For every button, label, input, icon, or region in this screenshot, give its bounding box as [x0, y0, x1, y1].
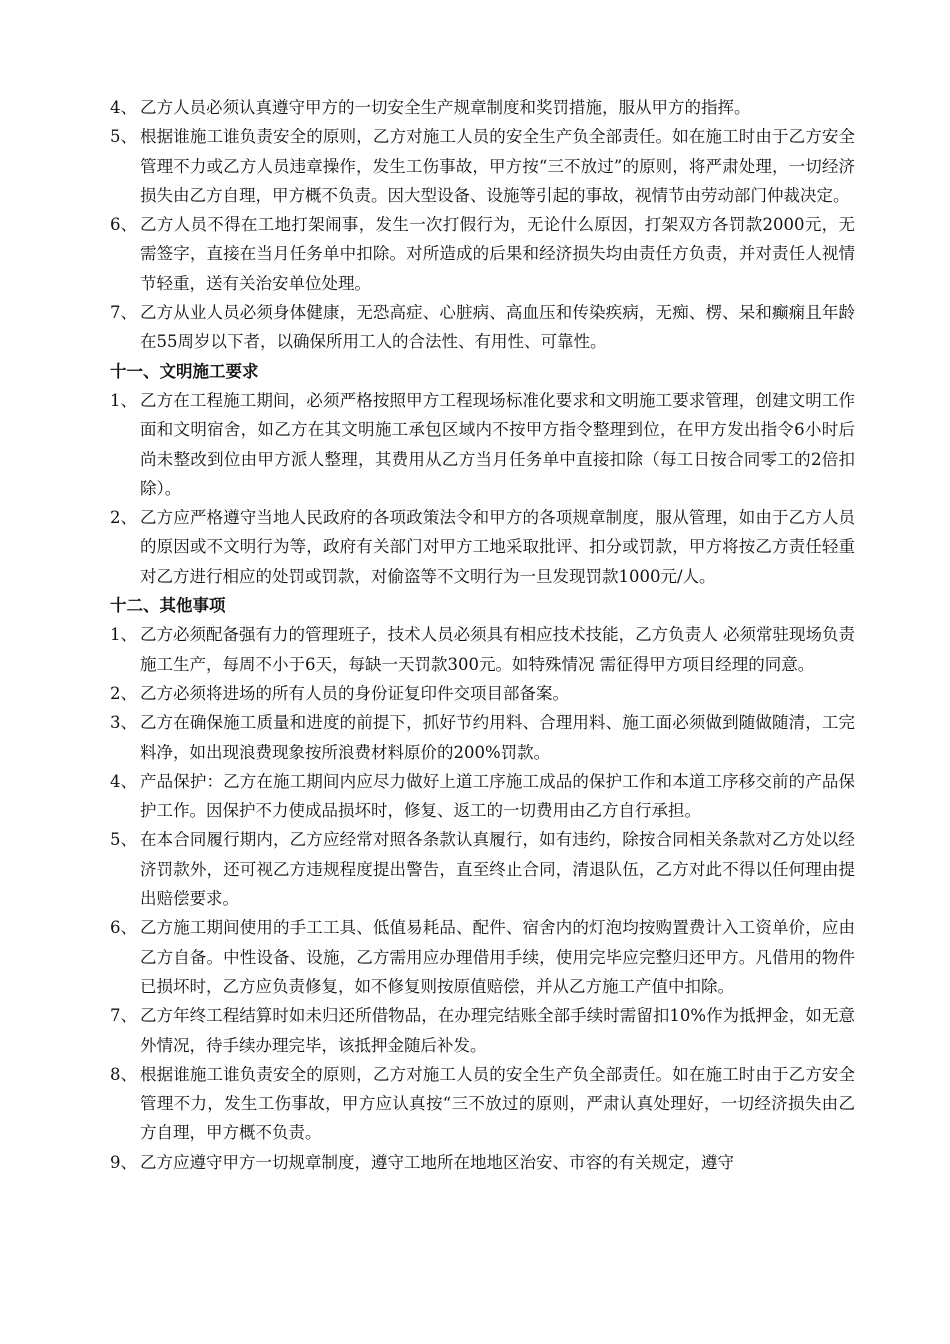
list-item	[110, 93, 855, 122]
list-item	[110, 679, 855, 708]
item-text: 在本合同履行期内，乙方应经常对照各条款认真履行，如有违约，除按合同相关条款对乙方处以经济罚款外，还可视乙方违规程度提出警告，直至终止合同，清退队伍，乙方对此不得以任何理由提出赔偿要求。	[140, 830, 855, 909]
item-number: 4、	[110, 771, 137, 791]
list-item	[110, 298, 855, 357]
list-item	[110, 1060, 855, 1148]
item-number: 7、	[110, 1006, 137, 1026]
item-number: 8、	[110, 1064, 137, 1084]
list-item	[110, 1148, 855, 1177]
list-item	[110, 503, 855, 591]
item-text: 乙方必须将进场的所有人员的身份证复印件交项目部备案。	[140, 683, 569, 703]
item-number: 5、	[110, 127, 137, 147]
document-page	[110, 93, 855, 1177]
item-number: 1、	[110, 390, 137, 410]
section-heading: 十二、其他事项	[110, 596, 226, 616]
item-number: 6、	[110, 918, 137, 938]
list-item	[110, 386, 855, 503]
item-text: 乙方在工程施工期间，必须严格按照甲方工程现场标准化要求和文明施工要求管理，创建文明工作面和文明宿舍，如乙方在其文明施工承包区域内不按甲方指令整理到位，在甲方发出指令6小时后尚未整改到位由甲方派人整理，其费用从乙方当月任务单中直接扣除（每工日按合同零工的2倍扣除）。	[140, 390, 855, 498]
item-number: 7、	[110, 303, 137, 323]
list-item	[110, 825, 855, 913]
item-text: 乙方从业人员必须身体健康，无恐高症、心脏病、高血压和传染疾病，无痴、楞、呆和癫痫且年龄在55周岁以下者，以确保所用工人的合法性、有用性、可靠性。	[140, 303, 855, 352]
item-text: 乙方应严格遵守当地人民政府的各项政策法令和甲方的各项规章制度，服从管理，如由于乙方人员的原因或不文明行为等，政府有关部门对甲方工地采取批评、扣分或罚款，甲方将按乙方责任轻重对乙方进行相应的处罚或罚款，对偷盗等不文明行为一旦发现罚款1000元/人。	[140, 508, 855, 586]
item-text: 乙方在确保施工质量和进度的前提下，抓好节约用料、合理用料、施工面必须做到随做随清，工完料净，如出现浪费现象按所浪费材料原价的200%罚款。	[140, 713, 855, 762]
list-item	[110, 913, 855, 1001]
list-item	[110, 767, 855, 826]
list-item	[110, 1001, 855, 1060]
item-number: 4、	[110, 98, 137, 117]
item-number: 6、	[110, 215, 137, 235]
item-text: 乙方人员必须认真遵守甲方的一切安全生产规章制度和奖罚措施，服从甲方的指挥。	[140, 98, 751, 117]
item-number: 1、	[110, 625, 137, 645]
item-text: 根据谁施工谁负责安全的原则，乙方对施工人员的安全生产负全部责任。如在施工时由于乙方安全管理不力，发生工伤事故，甲方应认真按“三不放过的原则，严肃认真处理好，一切经济损失由乙方自理，甲方概不负责。	[140, 1064, 855, 1143]
item-text: 根据谁施工谁负责安全的原则，乙方对施工人员的安全生产负全部责任。如在施工时由于乙方安全管理不力或乙方人员违章操作，发生工伤事故，甲方按“三不放过”的原则，将严肃处理，一切经济损失由乙方自理，甲方概不负责。因大型设备、设施等引起的事故，视情节由劳动部门仲裁决定。	[140, 127, 855, 205]
item-text: 乙方应遵守甲方一切规章制度，遵守工地所在地地区治安、市容的有关规定，遵守	[140, 1152, 734, 1172]
item-number: 2、	[110, 683, 137, 703]
list-item	[110, 210, 855, 298]
item-number: 2、	[110, 508, 137, 528]
list-item	[110, 122, 855, 210]
item-text: 乙方人员不得在工地打架闹事，发生一次打假行为，无论什么原因，打架双方各罚款2000元，无需签字，直接在当月任务单中扣除。对所造成的后果和经济损失均由责任方负责，并对责任人视情节轻重，送有关治安单位处理。	[140, 215, 855, 293]
list-item	[110, 708, 855, 767]
list-item	[110, 620, 855, 679]
section-heading: 十一、文明施工要求	[110, 361, 259, 381]
item-text: 乙方施工期间使用的手工工具、低值易耗品、配件、宿舍内的灯泡均按购置费计入工资单价，应由乙方自备。中性设备、设施，乙方需用应办理借用手续，使用完毕应完整归还甲方。凡借用的物件已损坏时，乙方应负责修复，如不修复则按原值赔偿，并从乙方施工产值中扣除。	[140, 918, 855, 996]
item-text: 产品保护：乙方在施工期间内应尽力做好上道工序施工成品的保护工作和本道工序移交前的产品保护工作。因保护不力使成品损坏时，修复、返工的一切费用由乙方自行承担。	[140, 771, 855, 821]
item-number: 3、	[110, 713, 137, 733]
item-number: 5、	[110, 830, 137, 850]
item-text: 乙方必须配备强有力的管理班子，技术人员必须具有相应技术技能，乙方负责人 必须常驻现场负责施工生产，每周不小于6天，每缺一天罚款300元。如特殊情况 需征得甲方项目经理的同意。	[140, 625, 855, 674]
item-text: 乙方年终工程结算时如未归还所借物品，在办理完结账全部手续时需留扣10%作为抵押金，如无意外情况，待手续办理完毕，该抵押金随后补发。	[140, 1006, 855, 1055]
item-number: 9、	[110, 1152, 137, 1172]
